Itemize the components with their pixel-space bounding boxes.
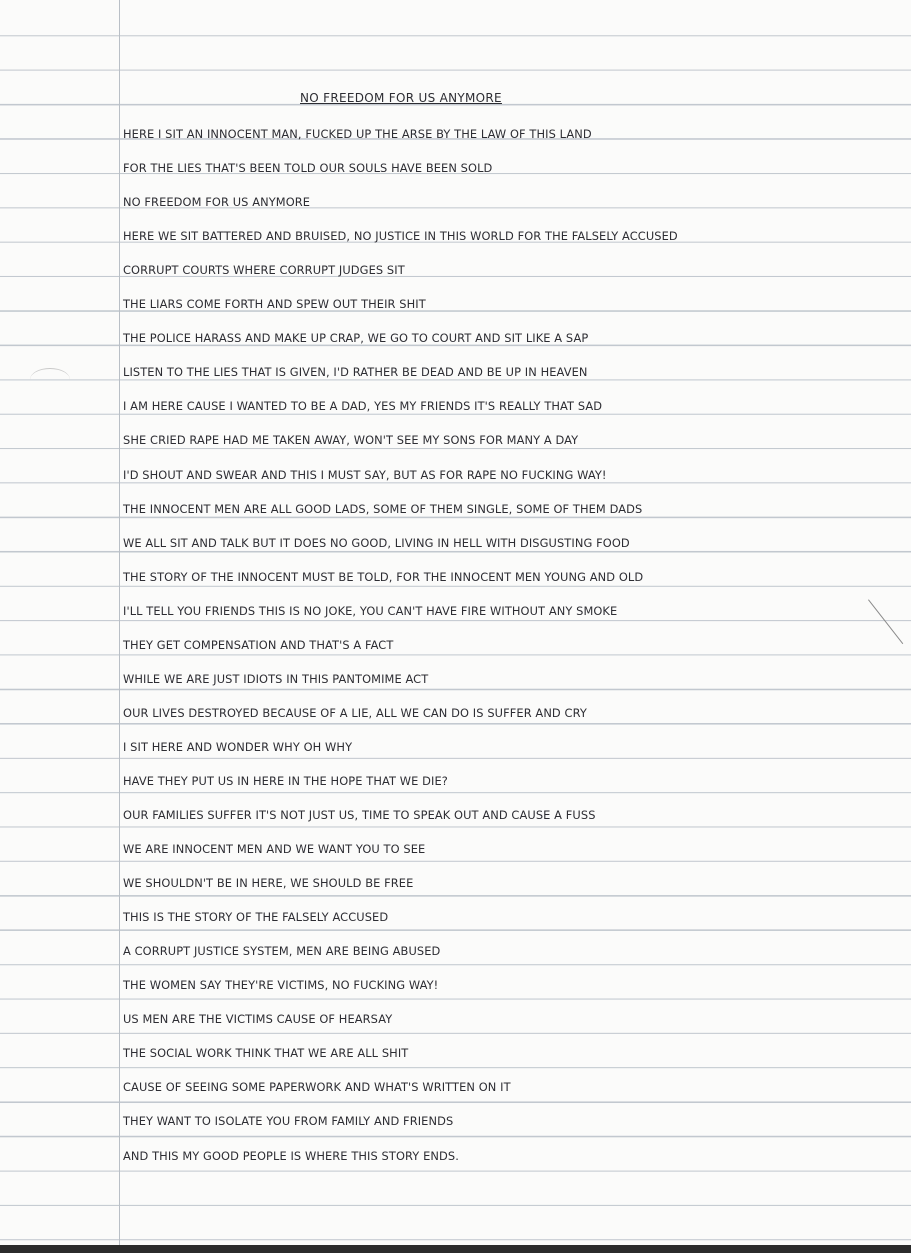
poem-line: OUR FAMILIES SUFFER IT'S NOT JUST US, TIME TO SPEAK OUT AND CAUSE A FUSS [123,808,596,822]
poem-line: THE SOCIAL WORK THINK THAT WE ARE ALL SHIT [123,1046,409,1061]
poem-line: SHE CRIED RAPE HAD ME TAKEN AWAY, WON'T SEE MY SONS FOR MANY A DAY [123,433,579,448]
poem-line: HERE WE SIT BATTERED AND BRUISED, NO JUSTICE IN THIS WORLD FOR THE FALSELY ACCUSED [123,229,678,244]
punch-hole-mark [30,368,70,391]
poem-line: CORRUPT COURTS WHERE CORRUPT JUDGES SIT [123,263,405,278]
poem-line: CAUSE OF SEEING SOME PAPERWORK AND WHAT'S WRITTEN ON IT [123,1080,511,1095]
poem-line: THE POLICE HARASS AND MAKE UP CRAP, WE GO TO COURT AND SIT LIKE A SAP [123,331,589,346]
poem-line: OUR LIVES DESTROYED BECAUSE OF A LIE, ALL WE CAN DO IS SUFFER AND CRY [123,705,587,720]
poem-line: NO FREEDOM FOR US ANYMORE [123,195,311,210]
poem-line: THE INNOCENT MEN ARE ALL GOOD LADS, SOME OF THEM SINGLE, SOME OF THEM DADS [123,501,643,516]
poem-line: HAVE THEY PUT US IN HERE IN THE HOPE THAT WE DIE? [123,773,448,788]
poem-title: NO FREEDOM FOR US ANYMORE [300,91,502,105]
poem-line: LISTEN TO THE LIES THAT IS GIVEN, I'D RATHER BE DEAD AND BE UP IN HEAVEN [123,365,588,380]
poem-line: I AM HERE CAUSE I WANTED TO BE A DAD, YES MY FRIENDS IT'S REALLY THAT SAD [123,399,603,414]
poem-line: WE ALL SIT AND TALK BUT IT DOES NO GOOD, LIVING IN HELL WITH DISGUSTING FOOD [123,535,630,550]
poem-line: A CORRUPT JUSTICE SYSTEM, MEN ARE BEING ABUSED [123,944,441,959]
poem-line: WE ARE INNOCENT MEN AND WE WANT YOU TO SEE [123,842,426,857]
poem-line: I SIT HERE AND WONDER WHY OH WHY [123,739,353,754]
poem-line: THE LIARS COME FORTH AND SPEW OUT THEIR SHIT [123,297,426,312]
margin-line [119,0,120,1245]
poem-line: THE WOMEN SAY THEY'RE VICTIMS, NO FUCKING WAY! [123,978,439,993]
poem-line: THEY WANT TO ISOLATE YOU FROM FAMILY AND FRIENDS [123,1114,454,1129]
poem-line: FOR THE LIES THAT'S BEEN TOLD OUR SOULS HAVE BEEN SOLD [123,161,493,176]
poem-line: WHILE WE ARE JUST IDIOTS IN THIS PANTOMIME ACT [123,671,429,686]
poem-line: THIS IS THE STORY OF THE FALSELY ACCUSED [123,910,389,925]
poem-line: US MEN ARE THE VICTIMS CAUSE OF HEARSAY [123,1012,393,1027]
pencil-stroke-mark [868,599,903,644]
poem-line: HERE I SIT AN INNOCENT MAN, FUCKED UP THE ARSE BY THE LAW OF THIS LAND [123,127,592,141]
scan-bottom-edge [0,1245,911,1253]
poem-line: THE STORY OF THE INNOCENT MUST BE TOLD, FOR THE INNOCENT MEN YOUNG AND OLD [123,569,644,584]
poem-line: I'D SHOUT AND SWEAR AND THIS I MUST SAY, BUT AS FOR RAPE NO FUCKING WAY! [123,467,607,482]
poem-line: WE SHOULDN'T BE IN HERE, WE SHOULD BE FREE [123,876,414,891]
poem-line: AND THIS MY GOOD PEOPLE IS WHERE THIS STORY ENDS. [123,1148,459,1163]
poem-line: THEY GET COMPENSATION AND THAT'S A FACT [123,637,394,652]
poem-line: I'LL TELL YOU FRIENDS THIS IS NO JOKE, YOU CAN'T HAVE FIRE WITHOUT ANY SMOKE [123,603,618,618]
